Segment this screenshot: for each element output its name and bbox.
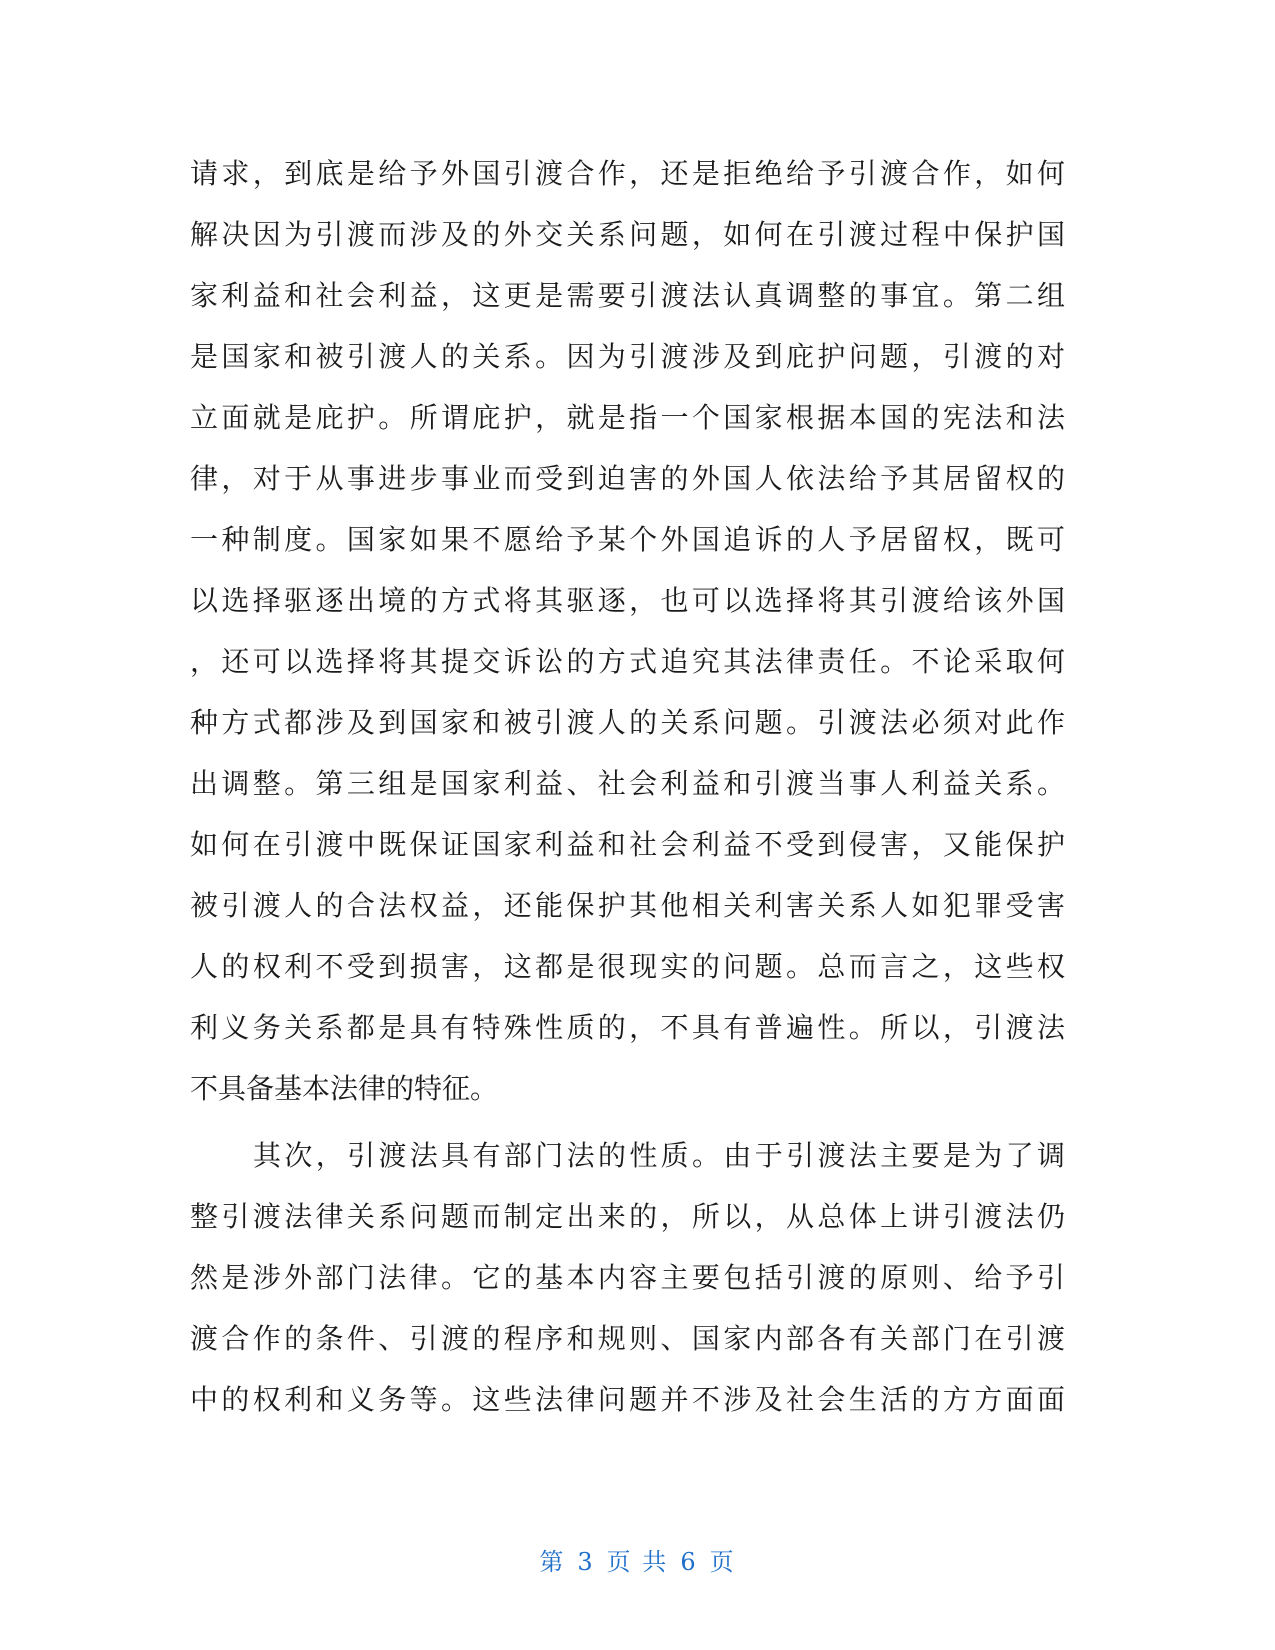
footer-total-pages: 6 — [680, 1548, 698, 1576]
footer-current-page: 3 — [577, 1548, 595, 1576]
text-line: ，还可以选择将其提交诉讼的方式追究其法律责任。不论采取何 — [190, 645, 1065, 678]
text-line: 不具备基本法律的特征。 — [190, 1072, 499, 1105]
text-line: 出调整。第三组是国家利益、社会利益和引渡当事人利益关系。 — [190, 767, 1065, 800]
text-line: 种方式都涉及到国家和被引渡人的关系问题。引渡法必须对此作 — [190, 706, 1065, 739]
footer-middle: 页 共 — [606, 1548, 669, 1576]
text-line: 一种制度。国家如果不愿给予某个外国追诉的人予居留权，既可 — [190, 523, 1065, 556]
text-line: 解决因为引渡而涉及的外交关系问题，如何在引渡过程中保护国 — [190, 218, 1065, 251]
text-line: 人的权利不受到损害，这都是很现实的问题。总而言之，这些权 — [190, 950, 1065, 983]
text-line: 利义务关系都是具有特殊性质的，不具有普遍性。所以，引渡法 — [190, 1011, 1065, 1044]
text-line: 如何在引渡中既保证国家利益和社会利益不受到侵害，又能保护 — [190, 828, 1065, 861]
text-line: 被引渡人的合法权益，还能保护其他相关利害关系人如犯罪受害 — [190, 889, 1065, 922]
text-line: 其次，引渡法具有部门法的性质。由于引渡法主要是为了调 — [253, 1139, 1065, 1172]
paragraph — [190, 143, 1065, 1119]
text-line: 渡合作的条件、引渡的程序和规则、国家内部各有关部门在引渡 — [190, 1322, 1065, 1355]
text-line: 以选择驱逐出境的方式将其驱逐，也可以选择将其引渡给该外国 — [190, 584, 1065, 617]
text-line: 律，对于从事进步事业而受到迫害的外国人依法给予其居留权的 — [190, 462, 1065, 495]
text-line: 然是涉外部门法律。它的基本内容主要包括引渡的原则、给予引 — [190, 1261, 1065, 1294]
text-line: 整引渡法律关系问题而制定出来的，所以，从总体上讲引渡法仍 — [190, 1200, 1065, 1233]
text-line: 中的权利和义务等。这些法律问题并不涉及社会生活的方方面面 — [190, 1383, 1065, 1416]
text-line: 是国家和被引渡人的关系。因为引渡涉及到庇护问题，引渡的对 — [190, 340, 1065, 373]
text-line: 家利益和社会利益，这更是需要引渡法认真调整的事宜。第二组 — [190, 279, 1065, 312]
footer-suffix: 页 — [709, 1548, 736, 1576]
document-body — [190, 143, 1065, 1430]
footer-prefix: 第 — [539, 1548, 566, 1576]
text-line: 立面就是庇护。所谓庇护，就是指一个国家根据本国的宪法和法 — [190, 401, 1065, 434]
text-line: 请求，到底是给予外国引渡合作，还是拒绝给予引渡合作，如何 — [190, 157, 1065, 190]
page-footer — [0, 1542, 1275, 1577]
paragraph — [190, 1125, 1065, 1430]
